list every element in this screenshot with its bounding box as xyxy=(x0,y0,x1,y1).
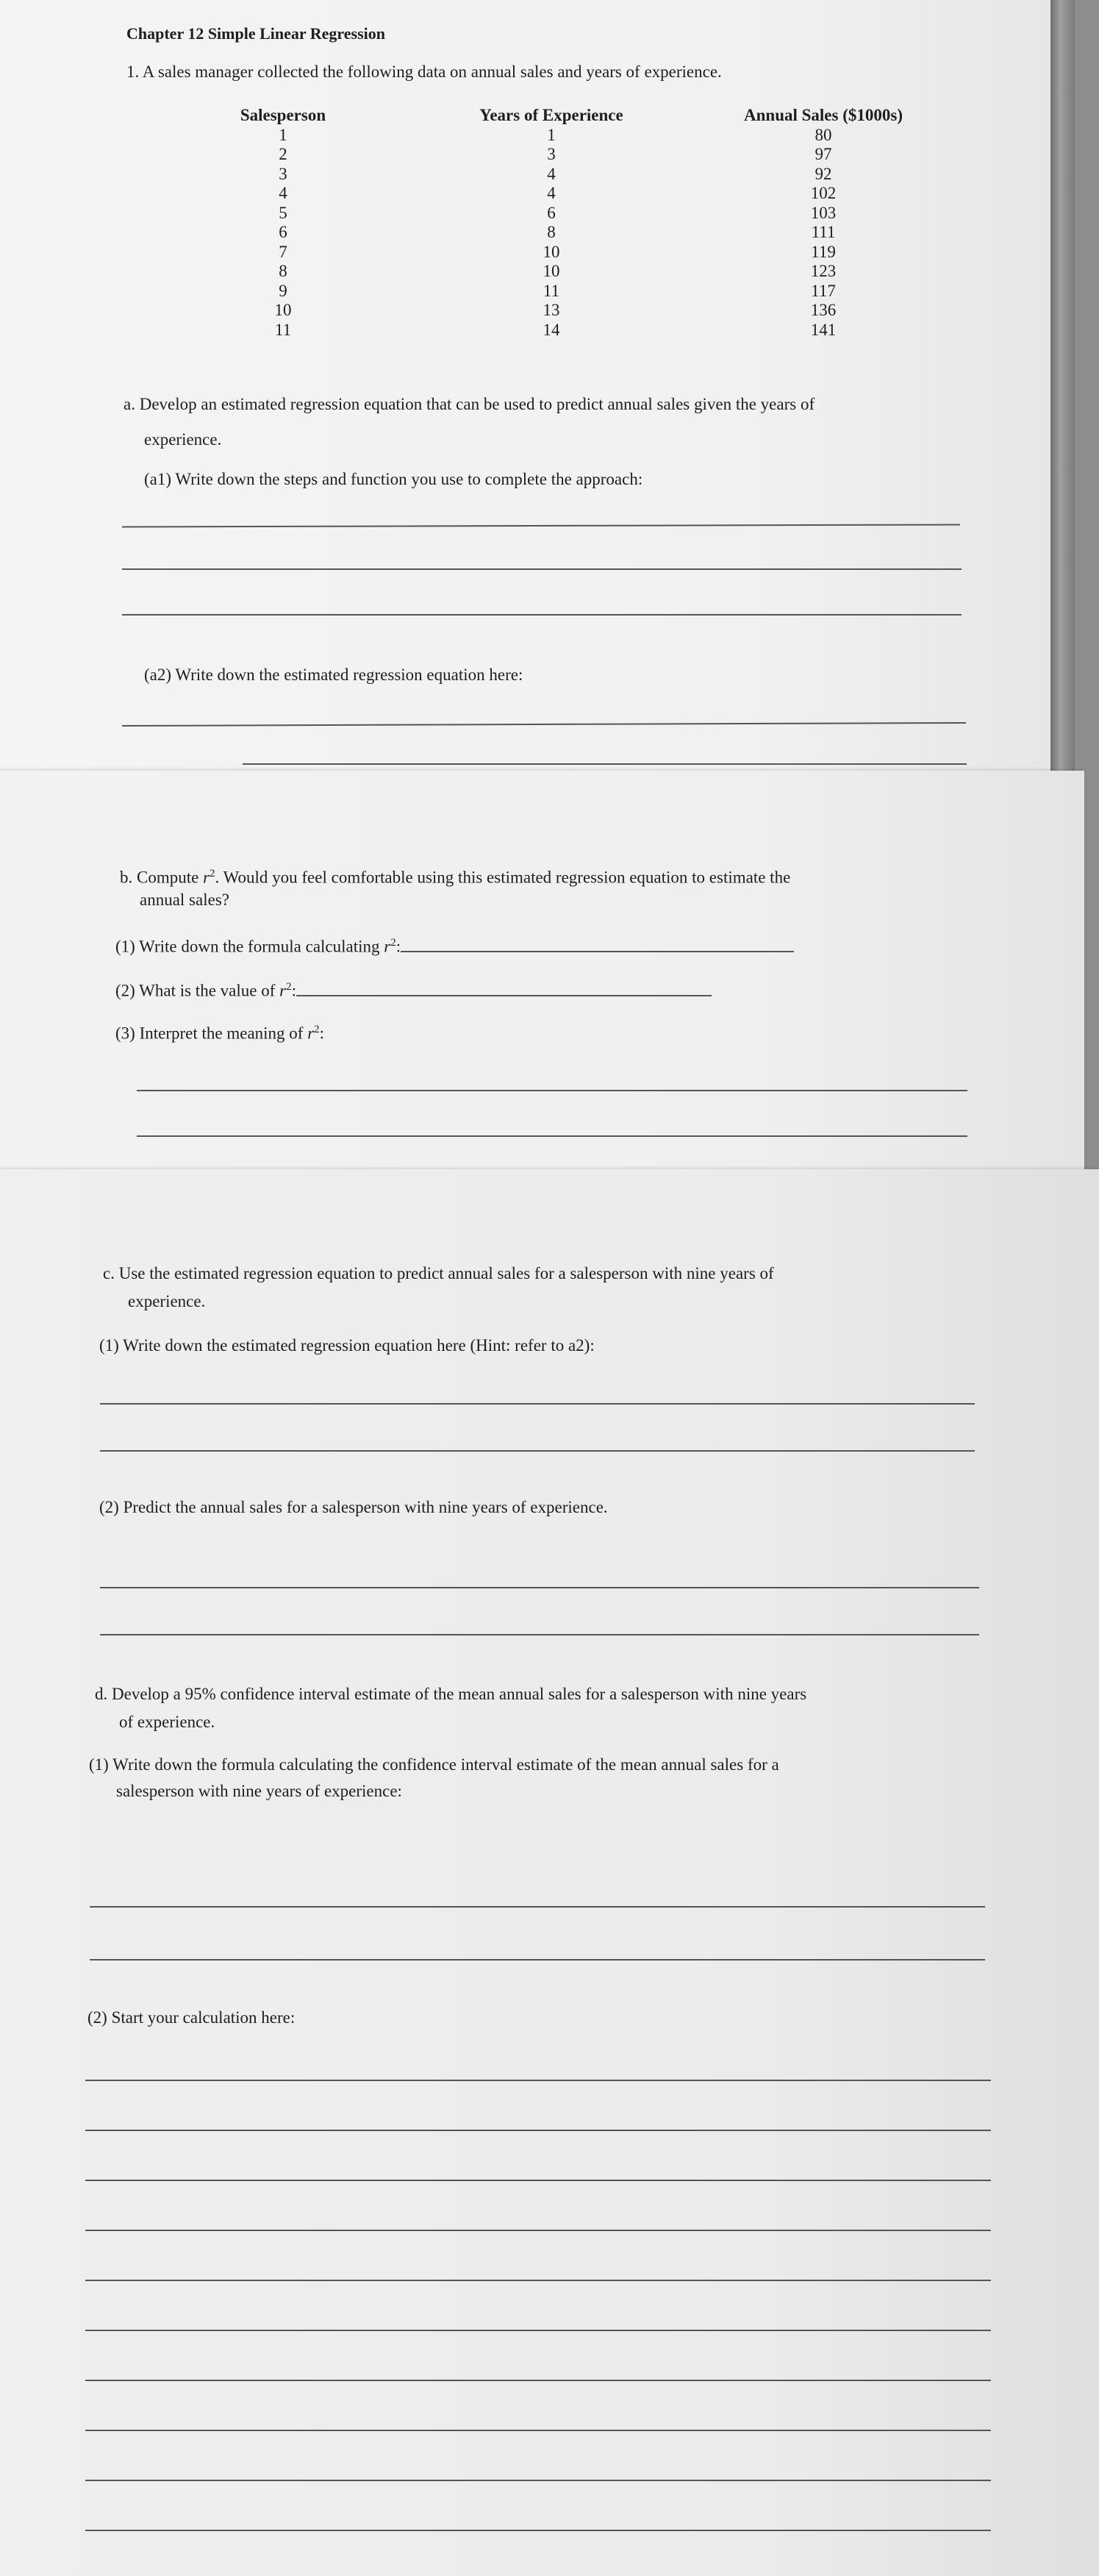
table-header: Salesperson xyxy=(240,106,326,124)
page-edge-shadow xyxy=(1050,0,1075,771)
years-cell: 4 xyxy=(547,164,556,183)
part-c-question: c. Use the estimated regression equation to predict annual sales for a salesperson with nine years of xyxy=(103,1264,774,1282)
years-cell: 10 xyxy=(543,242,560,261)
years-cell: 6 xyxy=(547,203,556,222)
sales-cell: 119 xyxy=(811,242,836,261)
answer-line[interactable] xyxy=(122,568,962,570)
sales-cell: 111 xyxy=(811,223,836,241)
salesperson-column xyxy=(221,106,346,340)
part-b2-prompt: (2) What is the value of $r^2$: xyxy=(115,977,712,1002)
answer-line[interactable] xyxy=(100,1587,979,1588)
years-cell: 13 xyxy=(543,301,560,319)
calculation-line[interactable] xyxy=(85,2530,991,2531)
salesperson-cell: 3 xyxy=(279,164,287,183)
salesperson-cell: 4 xyxy=(279,184,287,202)
part-b3-prompt: (3) Interpret the meaning of $r^2$: xyxy=(115,1024,325,1043)
answer-line[interactable] xyxy=(100,1450,975,1452)
years-column xyxy=(463,106,640,340)
salesperson-cell: 5 xyxy=(279,203,287,222)
calculation-line[interactable] xyxy=(85,2130,991,2131)
sales-cell: 136 xyxy=(810,301,837,319)
part-d-question: d. Develop a 95% confidence interval estimate of the mean annual sales for a salesperson with nine years xyxy=(95,1685,807,1703)
salesperson-cell: 2 xyxy=(279,145,287,163)
years-cell: 14 xyxy=(543,320,560,339)
part-a2-prompt: (a2) Write down the estimated regression equation here: xyxy=(144,666,523,684)
answer-line[interactable] xyxy=(122,524,960,528)
part-a1-prompt: (a1) Write down the steps and function you use to complete the approach: xyxy=(144,470,643,488)
sales-cell: 102 xyxy=(810,184,837,202)
answer-line[interactable] xyxy=(90,1906,985,1908)
part-c2-prompt: (2) Predict the annual sales for a salesperson with nine years of experience. xyxy=(99,1498,608,1516)
sales-cell: 141 xyxy=(810,320,837,339)
part-b-question: b. Compute $r^2$. Would you feel comfortable using this estimated regression equation to estimate the xyxy=(120,868,791,887)
part-b-question-cont: annual sales? xyxy=(140,891,229,909)
calculation-line[interactable] xyxy=(85,2080,991,2081)
table-header: Annual Sales ($1000s) xyxy=(744,106,903,124)
table-header: Years of Experience xyxy=(479,106,623,124)
part-d2-prompt: (2) Start your calculation here: xyxy=(87,2008,296,2027)
part-d-question-cont: of experience. xyxy=(119,1713,215,1731)
salesperson-cell: 8 xyxy=(279,262,287,280)
sales-cell: 97 xyxy=(815,145,832,163)
sales-cell: 123 xyxy=(810,262,837,280)
part-b1-prompt: (1) Write down the formula calculating $r^2$: xyxy=(115,932,794,957)
chapter-title: Chapter 12 Simple Linear Regression xyxy=(126,24,386,43)
answer-line[interactable] xyxy=(137,1090,967,1091)
answer-line[interactable] xyxy=(100,1634,979,1635)
worksheet-page-2 xyxy=(0,771,1084,1169)
salesperson-cell: 7 xyxy=(279,242,287,261)
salesperson-cell: 1 xyxy=(279,125,287,144)
calculation-line[interactable] xyxy=(85,2430,991,2431)
salesperson-cell: 11 xyxy=(274,320,292,339)
part-a-question-cont: experience. xyxy=(144,430,222,449)
years-cell: 1 xyxy=(547,125,556,144)
years-cell: 4 xyxy=(547,184,556,202)
salesperson-cell: 6 xyxy=(279,223,287,241)
years-cell: 8 xyxy=(547,223,556,241)
years-cell: 11 xyxy=(543,281,560,300)
calculation-line[interactable] xyxy=(85,2480,991,2481)
part-a-question: a. Develop an estimated regression equation that can be used to predict annual sales given the years of xyxy=(123,395,815,413)
years-cell: 10 xyxy=(543,262,560,280)
worksheet-page-1 xyxy=(0,0,1075,771)
sales-cell: 92 xyxy=(815,164,832,183)
sales-column xyxy=(720,106,926,340)
problem-statement: 1. A sales manager collected the following data on annual sales and years of experience. xyxy=(126,63,722,81)
r-squared-value-blank[interactable] xyxy=(296,982,712,996)
calculation-line[interactable] xyxy=(85,2330,991,2331)
r-squared-formula-blank[interactable] xyxy=(401,938,794,952)
sales-cell: 117 xyxy=(811,281,836,300)
answer-line[interactable] xyxy=(137,1135,967,1137)
calculation-line[interactable] xyxy=(85,2180,991,2181)
part-c-question-cont: experience. xyxy=(128,1292,206,1310)
answer-line[interactable] xyxy=(90,1959,985,1960)
calculation-line[interactable] xyxy=(85,2230,991,2231)
part-c1-prompt: (1) Write down the estimated regression equation here (Hint: refer to a2): xyxy=(99,1336,595,1355)
answer-line[interactable] xyxy=(243,763,967,765)
salesperson-cell: 9 xyxy=(279,281,287,300)
calculation-line[interactable] xyxy=(85,2280,991,2281)
answer-line[interactable] xyxy=(122,722,966,727)
part-d1-prompt-cont: salesperson with nine years of experience: xyxy=(116,1782,402,1800)
sales-cell: 80 xyxy=(815,125,832,144)
salesperson-cell: 10 xyxy=(274,301,292,319)
answer-line[interactable] xyxy=(100,1403,975,1405)
sales-cell: 103 xyxy=(810,203,837,222)
part-d1-prompt: (1) Write down the formula calculating the confidence interval estimate of the mean annual sales for a xyxy=(89,1755,779,1774)
answer-line[interactable] xyxy=(122,614,962,616)
worksheet-page-3 xyxy=(0,1169,1099,2576)
calculation-line[interactable] xyxy=(85,2380,991,2381)
years-cell: 3 xyxy=(547,145,556,163)
